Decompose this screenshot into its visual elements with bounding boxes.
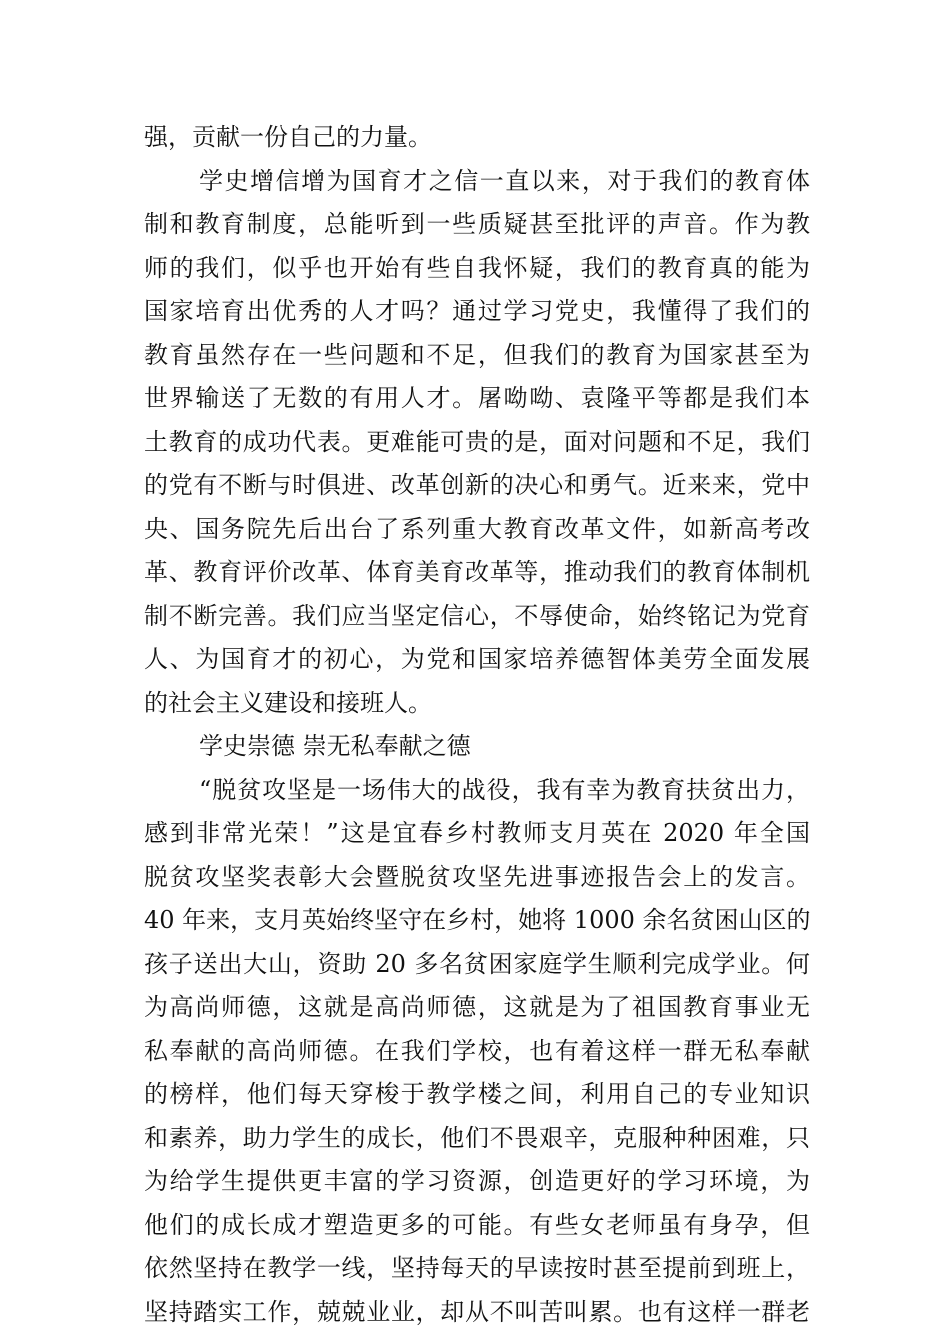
text-line: 师的我们，似乎也开始有些自我怀疑，我们的教育真的能为	[144, 253, 810, 282]
text-line: 央、国务院先后出台了系列重大教育改革文件，如新高考改	[144, 514, 810, 543]
text-line: 制和教育制度，总能听到一些质疑甚至批评的声音。作为教	[144, 210, 810, 238]
text-line: 人、为国育才的初心，为党和国家培养德智体美劳全面发展	[144, 645, 810, 673]
text-line: “脱贫攻坚是一场伟大的战役，我有幸为教育扶贫出力，	[199, 775, 810, 804]
text-line: 世界输送了无数的有用人才。屠呦呦、袁隆平等都是我们本	[144, 384, 810, 412]
text-line: 革、教育评价改革、体育美育改革等，推动我们的教育体制机	[144, 558, 810, 586]
text-line: 为高尚师德，这就是高尚师德，这就是为了祖国教育事业无	[144, 993, 810, 1021]
text-line: 的榜样，他们每天穿梭于教学楼之间，利用自己的专业知识	[144, 1080, 810, 1108]
text-line: 坚持踏实工作，兢兢业业，却从不叫苦叫累。也有这样一群老	[144, 1297, 810, 1326]
text-line: 为给学生提供更丰富的学习资源，创造更好的学习环境，为	[144, 1167, 810, 1195]
text-line: 制不断完善。我们应当坚定信心，不辱使命，始终铭记为党育	[144, 601, 810, 630]
text-line: 私奉献的高尚师德。在我们学校，也有着这样一群无私奉献	[144, 1036, 810, 1065]
text-line: 40 年来，支月英始终坚守在乡村，她将 1000 余名贫困山区的	[144, 906, 811, 934]
text-line: 强，贡献一份自己的力量。	[144, 123, 432, 151]
text-line: 教育虽然存在一些问题和不足，但我们的教育为国家甚至为	[144, 340, 810, 369]
text-line: 和素养，助力学生的成长，他们不畏艰辛，克服种种困难，只	[144, 1123, 810, 1152]
text-line: 脱贫攻坚奖表彰大会暨脱贫攻坚先进事迹报告会上的发言。	[144, 862, 810, 891]
text-line: 孩子送出大山，资助 20 多名贫困家庭学生顺利完成学业。何	[144, 949, 810, 978]
text-line: 他们的成长成才塑造更多的可能。有些女老师虽有身孕，但	[144, 1210, 810, 1239]
text-line: 的党有不断与时俱进、改革创新的决心和勇气。近来来，党中	[144, 471, 810, 499]
text-line: 学史增信增为国育才之信一直以来，对于我们的教育体	[199, 166, 810, 195]
document-body	[144, 116, 810, 1334]
text-line: 依然坚持在教学一线，坚持每天的早读按时甚至提前到班上，	[144, 1254, 810, 1282]
text-line: 的社会主义建设和接班人。	[144, 688, 432, 717]
text-line: 土教育的成功代表。更难能可贵的是，面对问题和不足，我们	[144, 427, 810, 456]
text-line: 感到非常光荣！”这是宜春乡村教师支月英在 2020 年全国	[144, 819, 810, 847]
text-line: 国家培育出优秀的人才吗？通过学习党史，我懂得了我们的	[144, 297, 810, 325]
section-heading: 学史崇德 崇无私奉献之德	[199, 732, 471, 760]
